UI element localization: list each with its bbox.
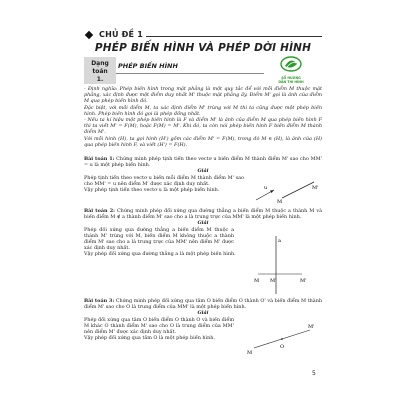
fig3-center-dot xyxy=(281,338,283,340)
chapter-rule xyxy=(146,36,322,37)
exercise-1-statement xyxy=(84,156,322,168)
definition-para-1: - Định nghĩa: Phép biến hình trong mặt phẳng là một quy tắc để với mỗi điểm M thuộc mặt phẳng, xác định được một điểm duy nhất M' thuộc mặt phẳng ấy. Điểm M' gọi là ảnh của điểm M qua phép biến hình đó. xyxy=(84,86,322,105)
definition-para-4: Với mỗi hình (H), ta gọi hình (H') gồm các điểm M' = F(M), trong đó M ∈ (H), là ảnh của (H) qua phép biến hình F, và viết (H') = F(H). xyxy=(84,135,322,148)
fig2-point-m-prime: M' xyxy=(270,278,277,284)
lesson-header xyxy=(84,57,322,84)
fig1-point-m: M xyxy=(277,199,283,205)
fig3-point-o: O xyxy=(280,344,285,350)
lesson-tab-line2: 1. xyxy=(96,76,104,83)
vector-mm-line xyxy=(282,182,314,198)
exercise-3-text: Chứng minh phép đối xứng qua tâm O biến điểm O thành O' và biến điểm M thành điểm M' sao cho O là trung điểm của MM' là một phép biến hình. xyxy=(84,298,322,311)
page-title: PHÉP BIẾN HÌNH VÀ PHÉP DỜI HÌNH xyxy=(94,42,312,54)
exercise-2-solution-2: Vậy phép đối xứng qua đường thẳng a là một phép biến hình. xyxy=(84,251,236,258)
exercise-3-solution-1: Phép đối xứng qua tâm O biến điểm O thành O và biến điểm M khác O thành điểm M' sao cho O là trung điểm của MM' nên điểm M' được xác định duy nhất. xyxy=(84,316,234,336)
exercise-1-solution-1: Phép tịnh tiến theo vectơ u biến mỗi điểm M thành điểm M' sao cho MM' = u nên điểm M' được xác định duy nhất. xyxy=(84,174,244,187)
exercise-3-title: Bài toán 3: xyxy=(84,298,115,304)
figure-point-symmetry xyxy=(244,318,320,358)
publisher-logo xyxy=(266,55,316,85)
vector-u-arrowhead xyxy=(270,190,274,193)
vector-u-label: u xyxy=(264,185,268,191)
logo-text-1: SỔ HƯỚNG xyxy=(281,76,301,80)
fig3-point-m-prime: M' xyxy=(308,324,315,330)
chapter-header xyxy=(84,30,322,42)
lesson-tab-line1: Dạng toán xyxy=(91,60,109,75)
diamond-bullet-icon xyxy=(85,30,93,38)
fig2-point-m: M xyxy=(254,278,260,284)
exercise-2-text: Chứng minh phép đối xứng qua đường thẳng a biến điểm M thuộc a thành M và biến điểm M ∉ a thành điểm M' sao cho a là trung trực của MM' là một phép biến hình. xyxy=(84,208,322,221)
exercise-3-solution-label: Giải xyxy=(197,310,209,317)
exercise-2-solution-label: Giải xyxy=(197,220,209,227)
exercise-1-title: Bài toán 1: xyxy=(84,156,115,162)
definition-block xyxy=(84,86,322,148)
figure-translation xyxy=(252,176,320,206)
leaf-logo-icon xyxy=(279,55,303,73)
logo-text-2: DẪN THI HÌNH xyxy=(278,79,304,84)
page-number: 5 xyxy=(312,370,316,377)
definition-para-3: - Nếu ta kí hiệu một phép biến hình là F và điểm M' là ảnh của điểm M qua phép biến hình F thì ta viết M' = F(M), hoặc F(M) = M'. Khi đó, ta còn nói phép biến hình F biến điểm M thành điểm M'. xyxy=(84,117,322,136)
lesson-name: PHÉP BIẾN HÌNH xyxy=(118,62,178,70)
book-page xyxy=(84,28,322,380)
fig2-point-m-prime-2: M' xyxy=(300,278,307,284)
figure-line-symmetry xyxy=(252,234,320,296)
definition-para-2: Đặc biệt, với mỗi điểm M, ta xác định điểm M' trùng với M thì ta cũng được một phép biến hình. Phép biến hình đó gọi là phép đồng nhất. xyxy=(84,104,322,117)
exercise-1-solution-label: Giải xyxy=(197,168,209,175)
chapter-label: CHỦ ĐỀ 1 xyxy=(99,30,143,39)
lesson-rule xyxy=(116,73,264,74)
fig2-line-label: a xyxy=(278,238,281,244)
exercise-1-solution-2: Vậy phép tịnh tiến theo vectơ u là một phép biến hình. xyxy=(84,187,220,194)
lesson-tab xyxy=(84,57,116,84)
exercise-2-solution-1: Phép đối xứng qua đường thẳng a biến điểm M thuộc a thành M' trùng với M, biến điểm M không thuộc a thành điểm M' sao cho a là trung trực của MM' nên điểm M' được xác định duy nhất. xyxy=(84,226,234,252)
fig1-point-m-prime: M' xyxy=(312,185,319,191)
exercise-3-statement xyxy=(84,298,322,310)
exercise-3-solution-2: Vậy phép đối xứng qua tâm O là một phép biến hình. xyxy=(84,335,215,342)
exercise-1-text: Chứng minh phép tịnh tiến theo vectơ u biến điểm M thành điểm M' sao cho MM' = u là một phép biến hình. xyxy=(84,156,322,169)
fig3-point-m: M xyxy=(247,350,253,356)
exercise-2-title: Bài toán 2: xyxy=(84,208,115,214)
exercise-2-statement xyxy=(84,208,322,220)
